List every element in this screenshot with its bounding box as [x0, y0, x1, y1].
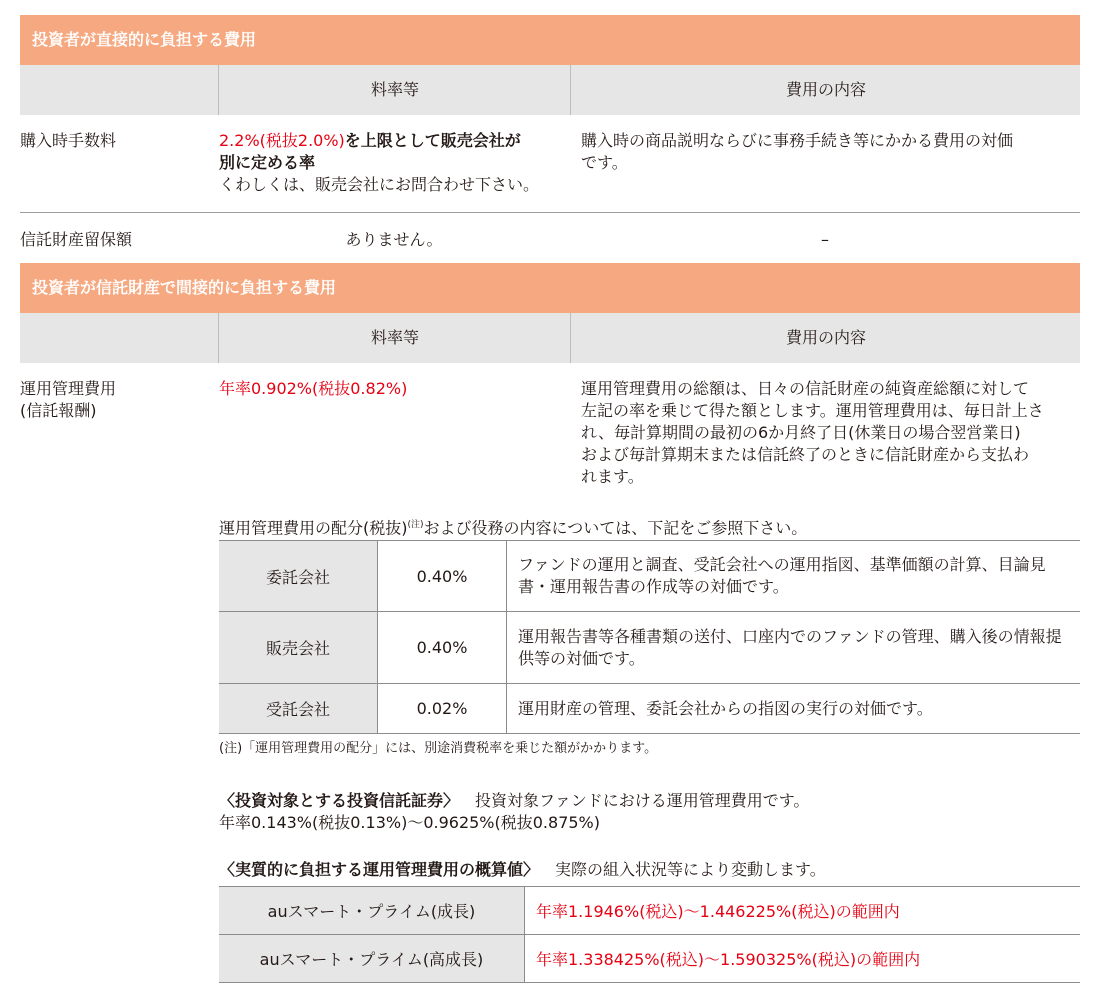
- row-divider: [20, 212, 1080, 213]
- mgmt-fee-content-line: れ、毎計算期間の最初の6か月終了日(休業日の場合翌営業日): [581, 423, 1021, 442]
- purchase-fee-rate: [219, 130, 569, 196]
- distribution-party: 委託会社: [219, 541, 378, 612]
- distribution-percent: 0.02%: [378, 684, 507, 734]
- purchase-fee-content-line: です。: [581, 153, 628, 172]
- distribution-footnote: (注)「運用管理費用の配分」には、別途消費税率を乗じた額がかかります。: [219, 741, 658, 756]
- retention-rate: ありません。: [345, 230, 443, 249]
- target-fund-rate: 年率0.143%(税抜0.13%)〜0.9625%(税抜0.875%): [219, 813, 601, 832]
- effective-cost-description: 実際の組入状況等により変動します。: [555, 860, 826, 879]
- direct-costs-header: 投資者が直接的に負担する費用: [20, 15, 1080, 65]
- purchase-fee-note: くわしくは、販売会社にお問合わせ下さい。: [219, 175, 540, 194]
- effective-cost-heading: 〈実質的に負担する運用管理費用の概算値〉: [219, 860, 540, 879]
- table-row: [219, 612, 1080, 684]
- table-row: [219, 887, 1080, 935]
- distribution-description: [507, 612, 1081, 684]
- table-row: [219, 684, 1080, 734]
- purchase-fee-rate-text: を上限として販売会社が: [344, 131, 521, 150]
- mgmt-fee-rate: 年率0.902%(税抜0.82%): [219, 379, 408, 398]
- mgmt-fee-label: [20, 378, 116, 422]
- effective-cost-range: 年率1.1946%(税込)〜1.446225%(税込)の範囲内: [525, 887, 1081, 935]
- distribution-party: 販売会社: [219, 612, 378, 684]
- distribution-description: [507, 684, 1081, 734]
- description-line: 運用報告書等各種書類の送付、口座内でのファンドの管理、購入後の情報提: [518, 626, 1062, 646]
- purchase-fee-rate-value: 2.2%(税抜2.0%): [219, 131, 345, 150]
- purchase-fee-content-line: 購入時の商品説明ならびに事務手続き等にかかる費用の対価: [581, 131, 1014, 150]
- mgmt-fee-content-line: れます。: [581, 467, 644, 486]
- effective-cost-table: [219, 886, 1080, 983]
- distribution-percent: 0.40%: [378, 612, 507, 684]
- indirect-costs-column-header: [20, 313, 1080, 363]
- effective-cost-line: [219, 859, 826, 881]
- mgmt-fee-label-line2: (信託報酬): [20, 401, 97, 420]
- fund-name: auスマート・プライム(成長): [219, 887, 525, 935]
- distribution-intro: [219, 514, 807, 539]
- distribution-party: 受託会社: [219, 684, 378, 734]
- distribution-percent: 0.40%: [378, 541, 507, 612]
- distribution-description: [507, 541, 1081, 612]
- mgmt-fee-content-line: 左記の率を乗じて得た額とします。運用管理費用は、毎日計上さ: [581, 401, 1044, 420]
- mgmt-fee-label-line1: 運用管理費用: [20, 379, 117, 398]
- direct-costs-column-header: [20, 65, 1080, 115]
- mgmt-fee-content-line: 運用管理費用の総額は、日々の信託財産の純資産総額に対して: [581, 379, 1030, 398]
- table-row: [219, 935, 1080, 983]
- distribution-intro-text: 運用管理費用の配分(税抜): [219, 518, 408, 538]
- retention-content: –: [821, 230, 829, 249]
- distribution-table: [219, 540, 1080, 734]
- content-column-heading: 費用の内容: [570, 65, 1081, 115]
- rate-column-heading: 料率等: [218, 313, 571, 363]
- description-line: 書・運用報告書の作成等の対価です。: [518, 577, 789, 596]
- purchase-fee-rate-line2: 別に定める率: [219, 153, 316, 172]
- description-line: 運用財産の管理、委託会社からの指図の実行の対価です。: [518, 698, 933, 718]
- retention-label: 信託財産留保額: [20, 230, 133, 249]
- table-row: [219, 541, 1080, 612]
- effective-cost-range: 年率1.338425%(税込)〜1.590325%(税込)の範囲内: [525, 935, 1081, 983]
- rate-column-heading: 料率等: [218, 65, 571, 115]
- indirect-costs-header: 投資者が信託財産で間接的に負担する費用: [20, 263, 1080, 313]
- mgmt-fee-content: [581, 378, 1080, 488]
- purchase-fee-content: [581, 130, 1080, 174]
- target-fund-heading: 〈投資対象とする投資信託証券〉: [219, 791, 460, 810]
- mgmt-fee-content-line: および毎計算期末または信託終了のときに信託財産から支払わ: [581, 445, 1030, 464]
- target-fund-line: [219, 790, 809, 812]
- description-line: ファンドの運用と調査、受託会社への運用指図、基準価額の計算、目論見: [518, 555, 1046, 574]
- purchase-fee-label: 購入時手数料: [20, 131, 117, 150]
- target-fund-description: 投資対象ファンドにおける運用管理費用です。: [475, 791, 810, 810]
- fund-name: auスマート・プライム(高成長): [219, 935, 525, 983]
- distribution-intro-note-mark: (注): [407, 520, 424, 530]
- content-column-heading: 費用の内容: [570, 313, 1081, 363]
- description-line: 供等の対価です。: [518, 648, 645, 668]
- distribution-intro-text: および役務の内容については、下記をご参照下さい。: [423, 518, 808, 538]
